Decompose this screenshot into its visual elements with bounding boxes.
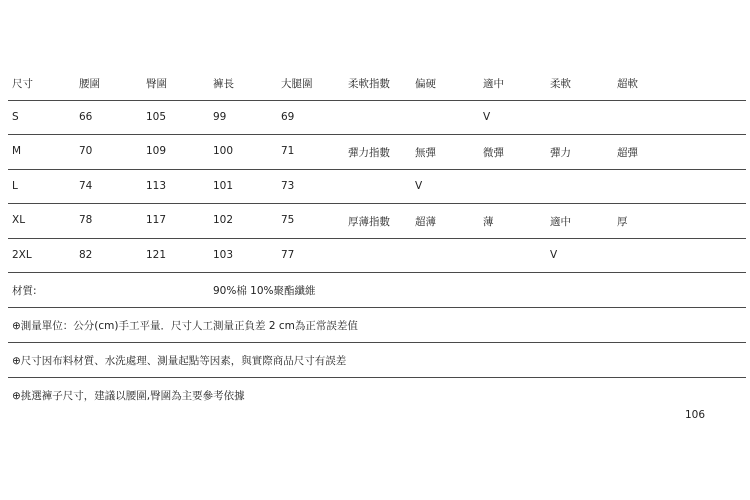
- table-cell: 厚薄指數: [348, 216, 390, 228]
- table-cell: 105: [146, 110, 167, 123]
- table-cell: 71: [281, 145, 295, 157]
- header-cell: 柔軟指數: [348, 78, 390, 90]
- table-cell: 99: [213, 110, 227, 123]
- table-row: [8, 101, 746, 136]
- table-cell: 77: [281, 248, 295, 261]
- table-cell: 113: [146, 179, 167, 192]
- material-row: [8, 273, 746, 308]
- header-cell: 腰圍: [79, 78, 100, 90]
- table-cell: 超薄: [415, 216, 436, 228]
- table-cell: 117: [146, 214, 167, 226]
- table-cell: 微彈: [483, 147, 504, 159]
- table-cell: V: [550, 248, 558, 261]
- table-cell: 78: [79, 214, 93, 226]
- table-cell: 74: [79, 179, 93, 192]
- table-cell: V: [483, 110, 491, 123]
- sizing-advice-note: ⊕挑選褲子尺寸，建議以腰圍,臀圍為主要參考依據: [12, 389, 245, 402]
- table-row: [8, 239, 746, 274]
- header-cell: 大腿圍: [281, 78, 313, 90]
- table-cell: L: [12, 179, 18, 192]
- table-row: [8, 135, 746, 170]
- table-cell: 無彈: [415, 147, 436, 159]
- table-cell: S: [12, 110, 19, 123]
- header-cell: 臀圍: [146, 78, 167, 90]
- material-value: 90%棉 10%聚酯纖維: [213, 285, 316, 297]
- header-cell: 尺寸: [12, 78, 33, 90]
- page-number: 106: [685, 409, 706, 421]
- table-cell: 薄: [483, 216, 494, 228]
- table-row: [8, 170, 746, 205]
- table-cell: 超彈: [617, 147, 638, 159]
- header-cell: 柔軟: [550, 78, 571, 90]
- table-cell: 彈力指數: [348, 147, 390, 159]
- table-cell: 適中: [550, 216, 571, 228]
- note-row: [8, 308, 746, 343]
- table-cell: 103: [213, 248, 234, 261]
- measurement-note: ⊕測量單位：公分(cm)手工平量．尺寸人工測量正負差 2 cm為正常誤差值: [12, 319, 358, 332]
- table-cell: V: [415, 179, 423, 192]
- header-cell: 偏硬: [415, 78, 436, 90]
- variance-note: ⊕尺寸因布料材質、水洗處理、測量起點等因素，與實際商品尺寸有誤差: [12, 354, 347, 367]
- header-cell: 褲長: [213, 78, 234, 90]
- table-cell: 70: [79, 145, 93, 157]
- header-cell: 超軟: [617, 78, 638, 90]
- table-cell: 厚: [617, 216, 628, 228]
- table-cell: 69: [281, 110, 295, 123]
- table-cell: 彈力: [550, 147, 571, 159]
- table-cell: 75: [281, 214, 295, 226]
- table-cell: 66: [79, 110, 93, 123]
- material-label: 材質:: [12, 285, 37, 297]
- table-cell: 73: [281, 179, 295, 192]
- table-cell: 100: [213, 145, 234, 157]
- table-cell: 121: [146, 248, 167, 261]
- size-chart: [8, 66, 746, 412]
- note-row: [8, 378, 746, 412]
- note-row: [8, 343, 746, 378]
- table-cell: 82: [79, 248, 93, 261]
- table-cell: 2XL: [12, 248, 32, 261]
- table-cell: M: [12, 145, 22, 157]
- table-cell: 102: [213, 214, 234, 226]
- table-cell: 101: [213, 179, 234, 192]
- table-cell: 109: [146, 145, 167, 157]
- table-row: [8, 204, 746, 239]
- table-cell: XL: [12, 214, 26, 226]
- table-header-row: [8, 66, 746, 101]
- header-cell: 適中: [483, 78, 504, 90]
